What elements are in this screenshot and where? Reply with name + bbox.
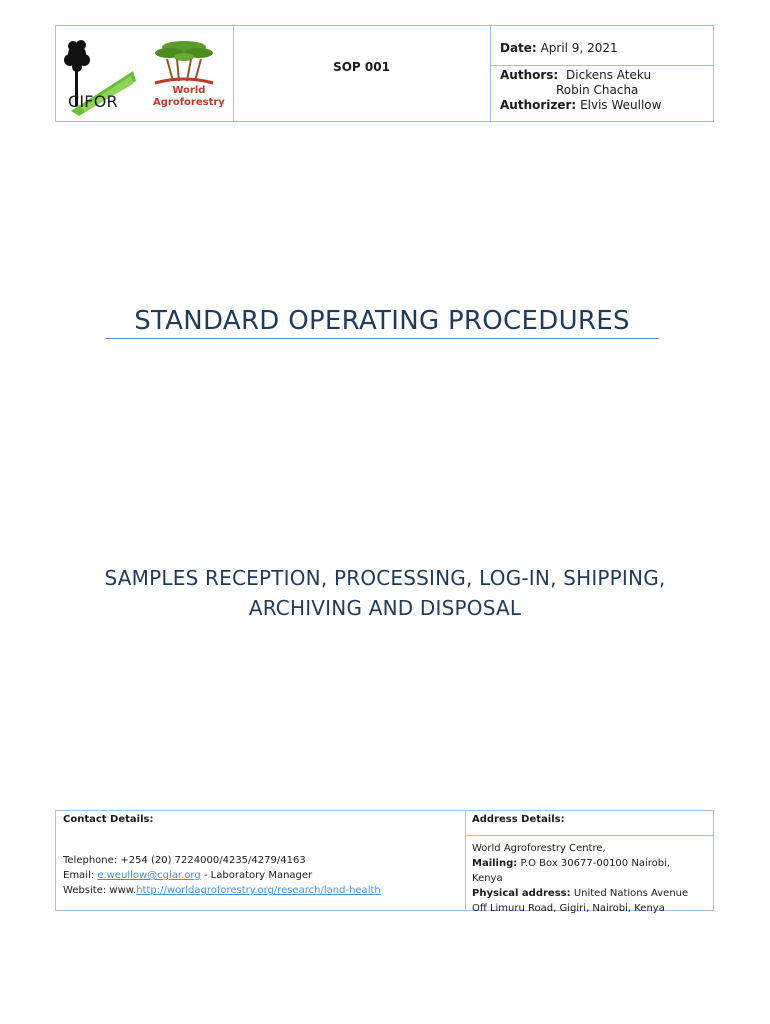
subtitle-line-2: ARCHIVING AND DISPOSAL — [248, 596, 522, 620]
authorizer-label: Authorizer: — [500, 98, 577, 112]
address-cell — [465, 811, 713, 914]
sop-cell — [233, 26, 491, 121]
header-table — [55, 25, 714, 122]
physical-value: United Nations Avenue — [573, 888, 689, 899]
logo-cell — [56, 26, 234, 121]
address-line-5: Off Limuru Road, Gigiri, Nairobi, Kenya — [472, 903, 665, 914]
mailing-label: Mailing: — [472, 858, 518, 869]
address-physical — [472, 886, 688, 901]
date-line — [500, 41, 618, 55]
author-1: Dickens Ateku — [566, 68, 652, 82]
email-prefix: Email: — [63, 870, 95, 881]
contact-heading: Contact Details: — [63, 814, 154, 825]
footer-table — [55, 810, 714, 914]
world-agroforestry-text — [153, 85, 225, 109]
author-2: Robin Chacha — [556, 83, 639, 97]
address-line-1: World Agroforestry Centre, — [472, 843, 606, 854]
mailing-value: P.O Box 30677-00100 Nairobi, — [520, 858, 671, 869]
sop-code: SOP 001 — [333, 60, 390, 74]
contact-cell — [56, 811, 466, 910]
document-subtitle — [40, 563, 730, 623]
date-value: April 9, 2021 — [540, 41, 618, 55]
address-mailing — [472, 856, 670, 871]
contact-telephone: Telephone: +254 (20) 7224000/4235/4279/4163 — [63, 855, 306, 866]
world-agroforestry-logo — [149, 39, 219, 89]
email-link[interactable]: e.weullow@cgiar.org — [97, 870, 201, 881]
contact-email-line — [63, 870, 312, 881]
title-underline — [105, 338, 659, 339]
meta-cell — [490, 26, 713, 121]
address-line-3: Kenya — [472, 873, 503, 884]
subtitle-line-1: SAMPLES RECEPTION, PROCESSING, LOG-IN, SHIPPING, — [104, 566, 666, 590]
meta-divider — [490, 65, 713, 66]
authorizer-line — [500, 98, 661, 112]
wa-line-1: World — [172, 85, 206, 96]
authors-line — [500, 68, 651, 82]
authorizer-value: Elvis Weullow — [580, 98, 662, 112]
website-link[interactable]: http://worldagroforestry.org/research/land-health — [136, 885, 381, 896]
date-label: Date: — [500, 41, 537, 55]
contact-website-line — [63, 885, 381, 896]
email-suffix: - Laboratory Manager — [203, 870, 313, 881]
document-title: STANDARD OPERATING PROCEDURES — [134, 306, 630, 336]
authors-label: Authors: — [500, 68, 559, 82]
cifor-logo-text: CIFOR — [68, 92, 118, 111]
address-heading: Address Details: — [472, 814, 565, 825]
website-prefix: Website: www. — [63, 885, 137, 896]
address-divider — [465, 835, 713, 836]
physical-label: Physical address: — [472, 888, 571, 899]
wa-line-2: Agroforestry — [153, 97, 225, 108]
